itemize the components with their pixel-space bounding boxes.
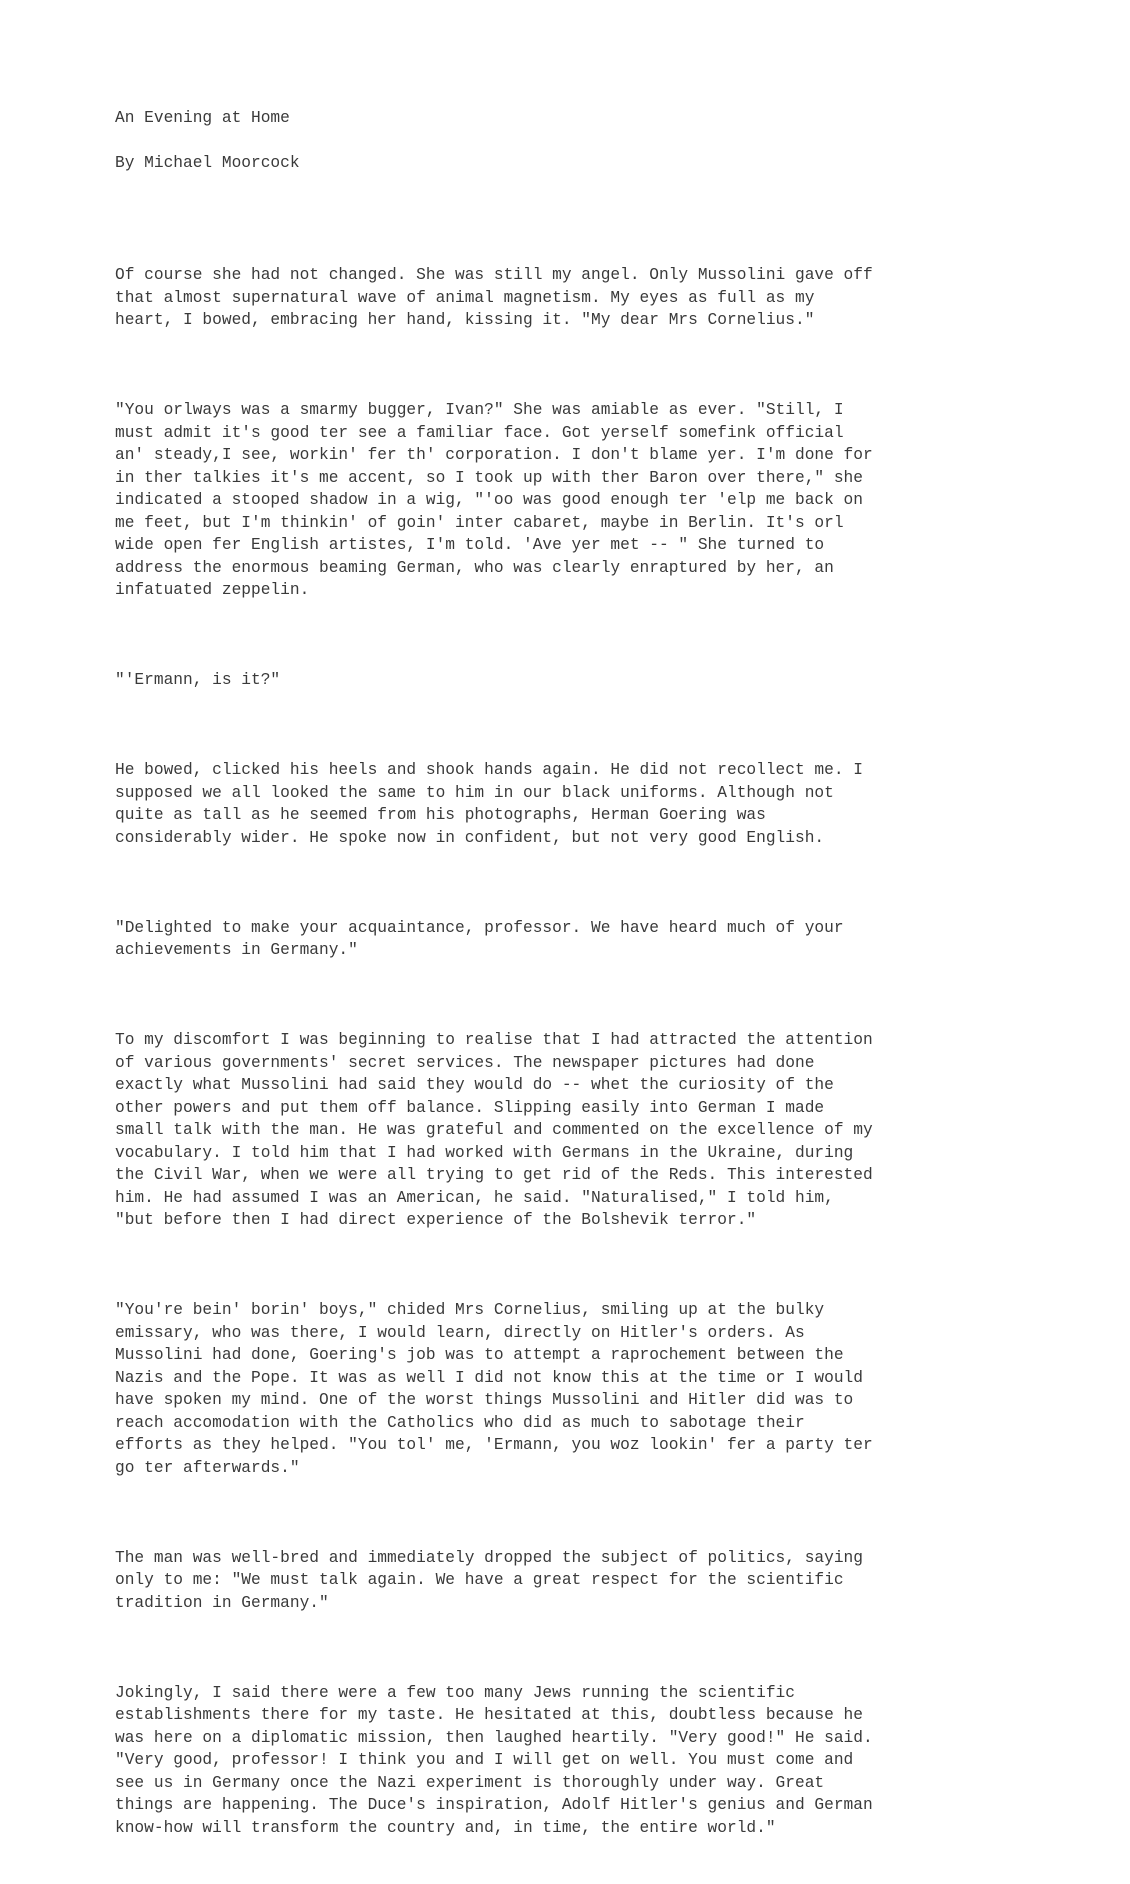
paragraph: "Delighted to make your acquaintance, professor. We have heard much of your achievements in Germany." <box>115 918 844 959</box>
document-title: An Evening at Home <box>115 109 290 127</box>
paragraph: "'Ermann, is it?" <box>115 671 281 689</box>
document-byline: By Michael Moorcock <box>115 154 300 172</box>
paragraph: "You orlways was a smarmy bugger, Ivan?" She was amiable as ever. "Still, I must admit it's good ter see a familiar face. Got yerself somefink official an' steady,I see, workin' fer th' corporation. I don't blame yer. I'm done for in ther talkies it's me accent, so I took up with ther Baron over there," she indicated a stooped shadow in a wig, "'oo was good enough ter 'elp me back on me feet, but I'm thinkin' of goin' inter cabaret, maybe in Berlin. It's orl wide open fer English artistes, I'm told. 'Ave yer met -- " She turned to address the enormous beaming German, who was clearly enraptured by her, an infatuated zeppelin. <box>115 401 873 599</box>
paragraph: Of course she had not changed. She was still my angel. Only Mussolini gave off that almost supernatural wave of animal magnetism. My eyes as full as my heart, I bowed, embracing her hand, kissing it. "My dear Mrs Cornelius." <box>115 266 873 329</box>
paragraph: Jokingly, I said there were a few too many Jews running the scientific establishments there for my taste. He hesitated at this, doubtless because he was here on a diplomatic mission, then laughed heartily. "Very good!" He said. "Very good, professor! I think you and I will get on well. You must come and see us in Germany once the Nazi experiment is thoroughly under way. Great things are happening. The Duce's inspiration, Adolf Hitler's genius and German know-how will transform the country and, in time, the entire world." <box>115 1683 873 1837</box>
paragraph: He bowed, clicked his heels and shook hands again. He did not recollect me. I supposed we all looked the same to him in our black uniforms. Although not quite as tall as he seemed from his photographs, Herman Goering was considerably wider. He spoke now in confident, but not very good English. <box>115 761 863 847</box>
paragraph: "You're bein' borin' boys," chided Mrs Cornelius, smiling up at the bulky emissary, who was there, I would learn, directly on Hitler's orders. As Mussolini had done, Goering's job was to attempt a raprochement between the Nazis and the Pope. It was as well I did not know this at the time or I would have spoken my mind. One of the worst things Mussolini and Hitler did was to reach accomodation with the Catholics who did as much to sabotage their efforts as they helped. "You tol' me, 'Ermann, you woz lookin' fer a party ter go ter afterwards." <box>115 1301 873 1477</box>
document-body <box>115 219 1045 1884</box>
paragraph: To my discomfort I was beginning to realise that I had attracted the attention of various governments' secret services. The newspaper pictures had done exactly what Mussolini had said they would do -- whet the curiosity of the other powers and put them off balance. Slipping easily into German I made small talk with the man. He was grateful and commented on the excellence of my vocabulary. I told him that I had worked with Germans in the Ukraine, during the Civil War, when we were all trying to get rid of the Reds. This interested him. He had assumed I was an American, he said. "Naturalised," I told him, "but before then I had direct experience of the Bolshevik terror." <box>115 1031 873 1229</box>
paragraph: The man was well-bred and immediately dropped the subject of politics, saying only to me: "We must talk again. We have a great respect for the scientific tradition in Germany." <box>115 1548 863 1612</box>
